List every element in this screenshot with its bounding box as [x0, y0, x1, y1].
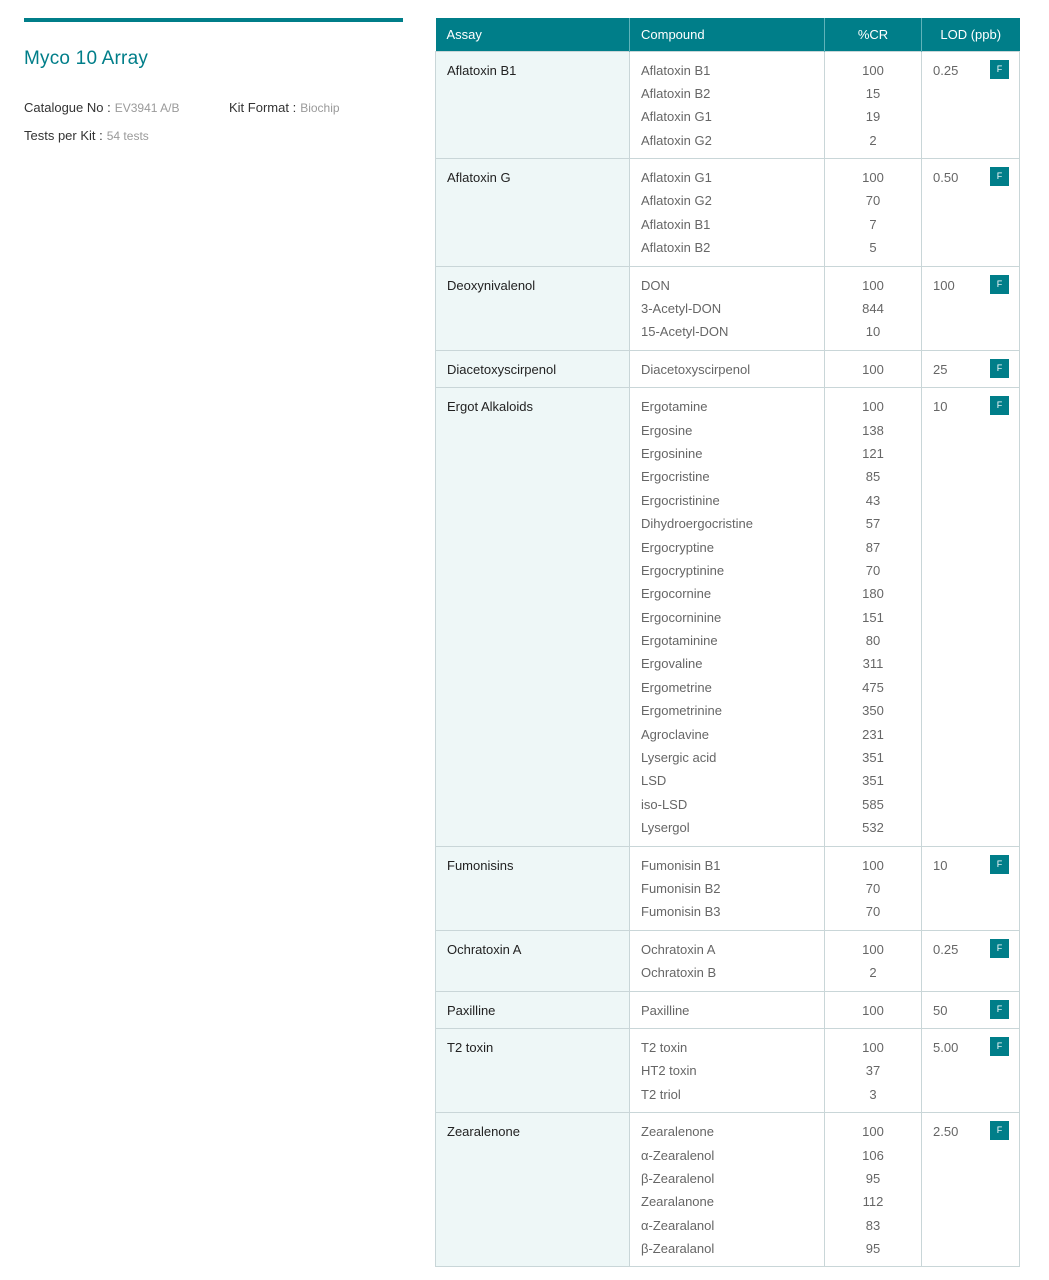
assay-name: Deoxynivalenol — [447, 277, 536, 293]
lod-value: 10 — [933, 857, 948, 873]
compound-name: Ergometrine — [641, 679, 712, 695]
format-badge: F — [990, 167, 1009, 186]
compound-name: Fumonisin B3 — [641, 904, 721, 920]
cr-value: 7 — [869, 216, 877, 232]
format-badge: F — [990, 939, 1009, 958]
table-row — [436, 159, 1020, 267]
cr-value: 83 — [865, 1217, 881, 1233]
format-badge: F — [990, 396, 1009, 415]
cr-cell — [825, 350, 922, 387]
compound-cell — [630, 350, 825, 387]
cr-value: 2 — [869, 965, 877, 981]
kit-format — [229, 100, 340, 115]
catalogue-value: EV3941 A/B — [114, 101, 180, 115]
compound-name: T2 toxin — [641, 1039, 688, 1055]
kit-format-value: Biochip — [300, 101, 340, 115]
compound-cell — [630, 991, 825, 1028]
cr-value: 3 — [869, 1086, 877, 1102]
cr-value: 100 — [862, 170, 884, 186]
table-row — [436, 846, 1020, 930]
header-cr: %CR — [825, 18, 922, 51]
compound-name: Aflatoxin B1 — [641, 62, 711, 78]
compound-name: Ergotamine — [641, 399, 708, 415]
cr-cell — [825, 991, 922, 1028]
cr-value: 15 — [865, 85, 881, 101]
assay-name: Diacetoxyscirpenol — [447, 361, 557, 377]
lod-value: 10 — [933, 399, 948, 415]
compound-name: Aflatoxin B2 — [641, 240, 711, 256]
compound-name: LSD — [641, 773, 667, 789]
cross-reactivity-table — [435, 18, 1020, 1267]
cr-value: 100 — [862, 361, 884, 377]
compound-name: Aflatoxin G1 — [641, 109, 712, 125]
cr-value: 112 — [862, 1194, 884, 1210]
cr-cell — [825, 930, 922, 991]
compound-name: Aflatoxin B2 — [641, 85, 711, 101]
cr-value: 100 — [862, 1124, 884, 1140]
kit-format-label: Kit Format : — [229, 100, 297, 115]
cr-value: 57 — [865, 516, 881, 532]
cr-value: 475 — [862, 679, 884, 695]
compound-name: Lysergic acid — [641, 750, 717, 766]
format-badge: F — [990, 855, 1009, 874]
cr-value: 100 — [862, 1039, 884, 1055]
compound-name: Ergocryptinine — [641, 562, 725, 578]
lod-cell — [922, 1028, 1020, 1112]
compound-cell — [630, 1028, 825, 1112]
lod-cell — [922, 930, 1020, 991]
assay-cell — [436, 51, 630, 159]
assay-name: Ergot Alkaloids — [447, 399, 533, 415]
cr-value: 95 — [865, 1170, 881, 1186]
cr-cell — [825, 51, 922, 159]
meta-row-tests — [24, 128, 403, 143]
cr-cell — [825, 266, 922, 350]
cr-value: 351 — [862, 750, 884, 766]
cr-cell — [825, 1028, 922, 1112]
tests-label: Tests per Kit : — [24, 128, 103, 143]
lod-value: 100 — [933, 277, 955, 293]
lod-cell — [922, 846, 1020, 930]
table-header-row — [436, 18, 1020, 51]
format-badge: F — [990, 60, 1009, 79]
cr-cell — [825, 159, 922, 267]
lod-cell — [922, 388, 1020, 846]
cr-value: 70 — [865, 562, 881, 578]
compound-name: Fumonisin B2 — [641, 881, 721, 896]
compound-name: Ergocryptine — [641, 539, 714, 555]
product-info-panel — [24, 18, 403, 143]
cr-value: 121 — [862, 445, 884, 461]
lod-cell — [922, 51, 1020, 159]
assay-cell — [436, 350, 630, 387]
assay-cell — [436, 1113, 630, 1267]
compound-name: Ergotaminine — [641, 633, 718, 649]
compound-name: Lysergol — [641, 820, 690, 836]
cr-value: 19 — [865, 109, 881, 125]
table-row — [436, 350, 1020, 387]
lod-cell — [922, 266, 1020, 350]
cr-value: 2 — [869, 132, 877, 148]
lod-value: 5.00 — [933, 1039, 959, 1055]
cr-cell — [825, 846, 922, 930]
lod-cell — [922, 350, 1020, 387]
assay-name: Aflatoxin G — [447, 170, 511, 186]
assay-name: Paxilline — [447, 1002, 496, 1018]
format-badge: F — [990, 1121, 1009, 1140]
cr-value: 180 — [862, 586, 884, 602]
assay-cell — [436, 930, 630, 991]
compound-name: Aflatoxin G1 — [641, 170, 712, 186]
compound-name: Diacetoxyscirpenol — [641, 361, 751, 377]
lod-value: 2.50 — [933, 1124, 959, 1140]
format-badge: F — [990, 275, 1009, 294]
compound-name: Ergocornine — [641, 586, 712, 602]
lod-cell — [922, 159, 1020, 267]
cr-value: 585 — [862, 796, 884, 812]
compound-name: Zearalenone — [641, 1124, 714, 1140]
assay-cell — [436, 846, 630, 930]
compound-name: Zearalanone — [641, 1194, 714, 1210]
format-badge: F — [990, 1000, 1009, 1019]
cr-value: 100 — [862, 62, 884, 78]
assay-cell — [436, 159, 630, 267]
cr-value: 844 — [862, 301, 884, 317]
format-badge: F — [990, 1037, 1009, 1056]
assay-name: T2 toxin — [447, 1039, 494, 1055]
cr-value: 100 — [862, 857, 884, 873]
tests-per-kit — [24, 128, 149, 143]
assay-name: Fumonisins — [447, 857, 514, 873]
compound-name: Dihydroergocristine — [641, 516, 753, 532]
cr-value: 87 — [865, 539, 881, 555]
meta-row — [24, 100, 403, 115]
cr-value: 151 — [862, 609, 884, 625]
format-badge: F — [990, 359, 1009, 378]
compound-name: 3-Acetyl-DON — [641, 301, 722, 317]
compound-name: Aflatoxin B1 — [641, 216, 711, 232]
lod-cell — [922, 991, 1020, 1028]
cr-value: 351 — [862, 773, 884, 789]
compound-name: 15-Acetyl-DON — [641, 324, 729, 340]
compound-name: Ergovaline — [641, 656, 703, 672]
cr-value: 350 — [862, 703, 884, 719]
header-lod: LOD (ppb) — [922, 18, 1020, 51]
cr-value: 85 — [865, 469, 881, 485]
table-row — [436, 388, 1020, 846]
compound-cell — [630, 266, 825, 350]
compound-name: DON — [641, 277, 670, 293]
compound-name: Ergometrinine — [641, 703, 722, 719]
cr-value: 100 — [862, 941, 884, 957]
compound-name: Ergocorninine — [641, 609, 722, 625]
compound-name: β-Zearalanol — [641, 1241, 715, 1257]
cr-value: 138 — [862, 422, 884, 438]
catalogue-number — [24, 100, 229, 115]
compound-cell — [630, 846, 825, 930]
cr-value: 80 — [865, 633, 881, 649]
compound-cell — [630, 51, 825, 159]
cr-value: 43 — [865, 492, 881, 508]
lod-value: 0.25 — [933, 941, 959, 957]
compound-name: β-Zearalenol — [641, 1170, 715, 1186]
tests-value: 54 tests — [106, 129, 149, 143]
header-compound: Compound — [630, 18, 825, 51]
lod-value: 50 — [933, 1002, 948, 1018]
cr-value: 532 — [862, 820, 884, 836]
compound-name: Aflatoxin G2 — [641, 193, 712, 209]
compound-cell — [630, 159, 825, 267]
cr-value: 106 — [862, 1147, 884, 1163]
assay-name: Aflatoxin B1 — [447, 62, 517, 78]
assay-name: Ochratoxin A — [447, 941, 522, 957]
top-rule-divider — [24, 18, 403, 22]
compound-name: Ergocristinine — [641, 492, 720, 508]
cr-value: 100 — [862, 399, 884, 415]
lod-value: 25 — [933, 361, 948, 377]
lod-value: 0.50 — [933, 170, 959, 186]
lod-value: 0.25 — [933, 62, 959, 78]
compound-cell — [630, 930, 825, 991]
catalogue-label: Catalogue No : — [24, 100, 111, 115]
cross-reactivity-table-wrap — [435, 18, 1019, 1267]
table-row — [436, 930, 1020, 991]
compound-name: Ochratoxin B — [641, 965, 717, 981]
table-row — [436, 266, 1020, 350]
compound-name: Ergosine — [641, 422, 693, 438]
compound-cell — [630, 388, 825, 846]
cr-value: 10 — [865, 324, 881, 340]
cr-cell — [825, 1113, 922, 1267]
assay-cell — [436, 1028, 630, 1112]
compound-name: T2 triol — [641, 1086, 681, 1102]
compound-name: α-Zearalenol — [641, 1147, 715, 1163]
compound-name: Ochratoxin A — [641, 941, 716, 957]
assay-cell — [436, 991, 630, 1028]
product-title: Myco 10 Array — [24, 48, 149, 69]
table-body — [436, 51, 1020, 1267]
compound-name: Agroclavine — [641, 726, 709, 742]
compound-name: Fumonisin B1 — [641, 857, 721, 873]
cr-cell — [825, 388, 922, 846]
compound-name: Aflatoxin G2 — [641, 132, 712, 148]
compound-name: α-Zearalanol — [641, 1217, 715, 1233]
assay-name: Zearalenone — [447, 1124, 520, 1140]
compound-cell — [630, 1113, 825, 1267]
cr-value: 100 — [862, 1002, 884, 1018]
cr-value: 231 — [862, 726, 884, 742]
cr-value: 5 — [869, 240, 877, 256]
cr-value: 37 — [865, 1063, 881, 1079]
table-row — [436, 1028, 1020, 1112]
cr-value: 70 — [865, 881, 881, 896]
cr-value: 311 — [862, 656, 884, 672]
cr-value: 70 — [865, 904, 881, 920]
table-row — [436, 991, 1020, 1028]
cr-value: 95 — [865, 1241, 881, 1257]
assay-cell — [436, 266, 630, 350]
assay-cell — [436, 388, 630, 846]
cr-value: 70 — [865, 193, 881, 209]
cr-value: 100 — [862, 277, 884, 293]
compound-name: Ergocristine — [641, 469, 710, 485]
table-row — [436, 1113, 1020, 1267]
compound-name: Ergosinine — [641, 445, 703, 461]
header-assay: Assay — [436, 18, 630, 51]
compound-name: iso-LSD — [641, 796, 688, 812]
lod-cell — [922, 1113, 1020, 1267]
compound-name: Paxilline — [641, 1002, 690, 1018]
table-row — [436, 51, 1020, 159]
compound-name: HT2 toxin — [641, 1063, 697, 1079]
